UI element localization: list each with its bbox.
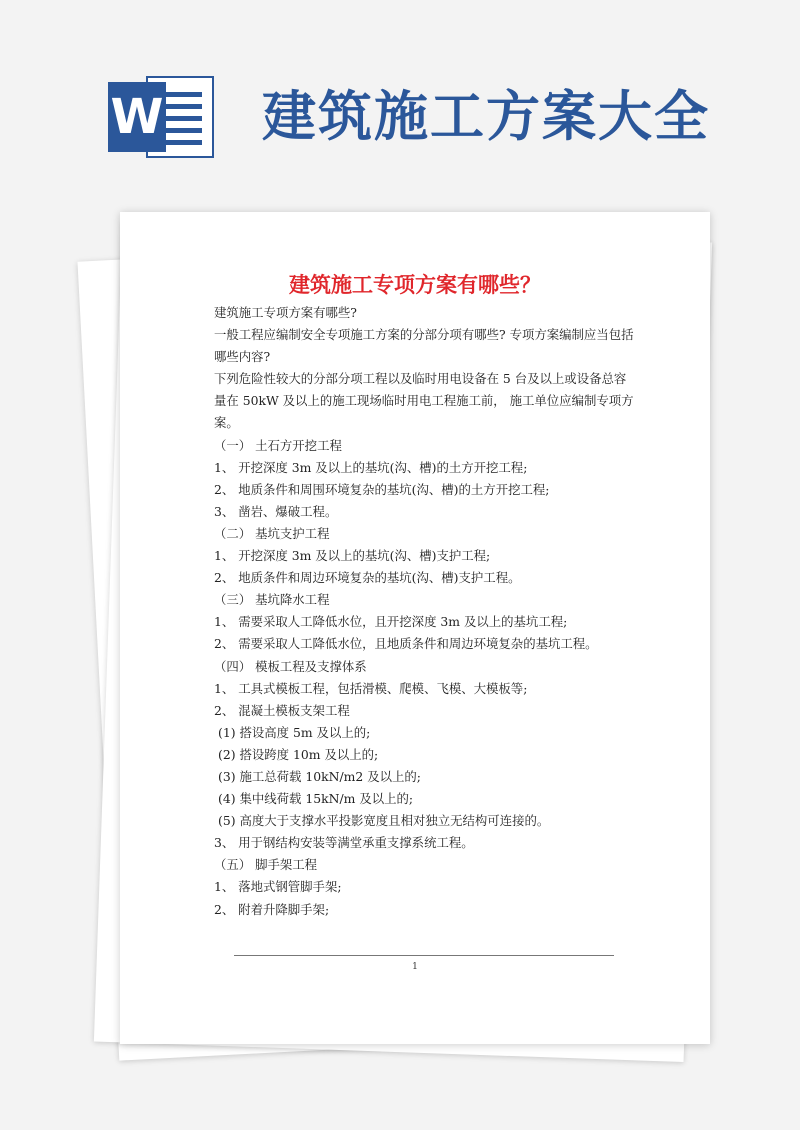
banner (0, 0, 800, 200)
page-number: 1 (412, 962, 418, 972)
list-item: 2、 混凝土模板支架工程 (214, 702, 350, 718)
sub-list-item: (5) 高度大于支撑水平投影宽度且相对独立无结构可连接的。 (218, 813, 550, 829)
sub-list-item: (1) 搭设高度 5m 及以上的; (218, 724, 371, 740)
list-item: 2、 地质条件和周围环境复杂的基坑(沟、槽)的土方开挖工程; (214, 481, 550, 497)
word-icon-letter: W (108, 82, 166, 152)
list-item: 3、 凿岩、爆破工程。 (214, 503, 338, 519)
list-item: 2、 地质条件和周边环境复杂的基坑(沟、槽)支护工程。 (214, 570, 521, 586)
sub-list-item: (3) 施工总荷载 10kN/m2 及以上的; (218, 768, 421, 784)
document-page (120, 212, 710, 1044)
sub-list-item: (4) 集中线荷载 15kN/m 及以上的; (218, 791, 414, 807)
list-item: 1、 开挖深度 3m 及以上的基坑(沟、槽)支护工程; (214, 548, 491, 564)
list-item: 3、 用于钢结构安装等满堂承重支撑系统工程。 (214, 835, 474, 851)
list-item: 1、 开挖深度 3m 及以上的基坑(沟、槽)的土方开挖工程; (214, 459, 528, 475)
section-heading: （二） 基坑支护工程 (214, 525, 330, 541)
list-item: 1、 工具式模板工程，包括滑模、爬模、飞模、大模板等; (214, 680, 528, 696)
list-item: 1、 需要采取人工降低水位，且开挖深度 3m 及以上的基坑工程; (214, 614, 568, 630)
document-body (214, 302, 634, 921)
section-heading: （四） 模板工程及支撑体系 (214, 658, 367, 674)
list-item: 2、 需要采取人工降低水位，且地质条件和周边环境复杂的基坑工程。 (214, 636, 598, 652)
section-heading: （三） 基坑降水工程 (214, 592, 330, 608)
list-item: 1、 落地式钢管脚手架; (214, 879, 342, 895)
paragraph: 建筑施工专项方案有哪些? (214, 305, 357, 320)
sub-list-item: (2) 搭设跨度 10m 及以上的; (218, 746, 379, 762)
footer-divider (234, 955, 614, 956)
banner-title: 建筑施工方案大全 (262, 85, 710, 148)
paragraph: 一般工程应编制安全专项施工方案的分部分项有哪些? 专项方案编制应当包括哪些内容? (214, 327, 634, 365)
list-item: 2、 附着升降脚手架; (214, 901, 330, 917)
section-heading: （一） 土石方开挖工程 (214, 437, 342, 453)
section-heading: （五） 脚手架工程 (214, 857, 318, 873)
paragraph: 下列危险性较大的分部分项工程以及临时用电设备在 5 台及以上或设备总容量在 50kW 及以上的施工现场临时用电工程施工前， 施工单位应编制专项方案。 (214, 371, 634, 431)
document-title: 建筑施工专项方案有哪些？ (289, 273, 541, 297)
word-document-icon (108, 76, 214, 158)
